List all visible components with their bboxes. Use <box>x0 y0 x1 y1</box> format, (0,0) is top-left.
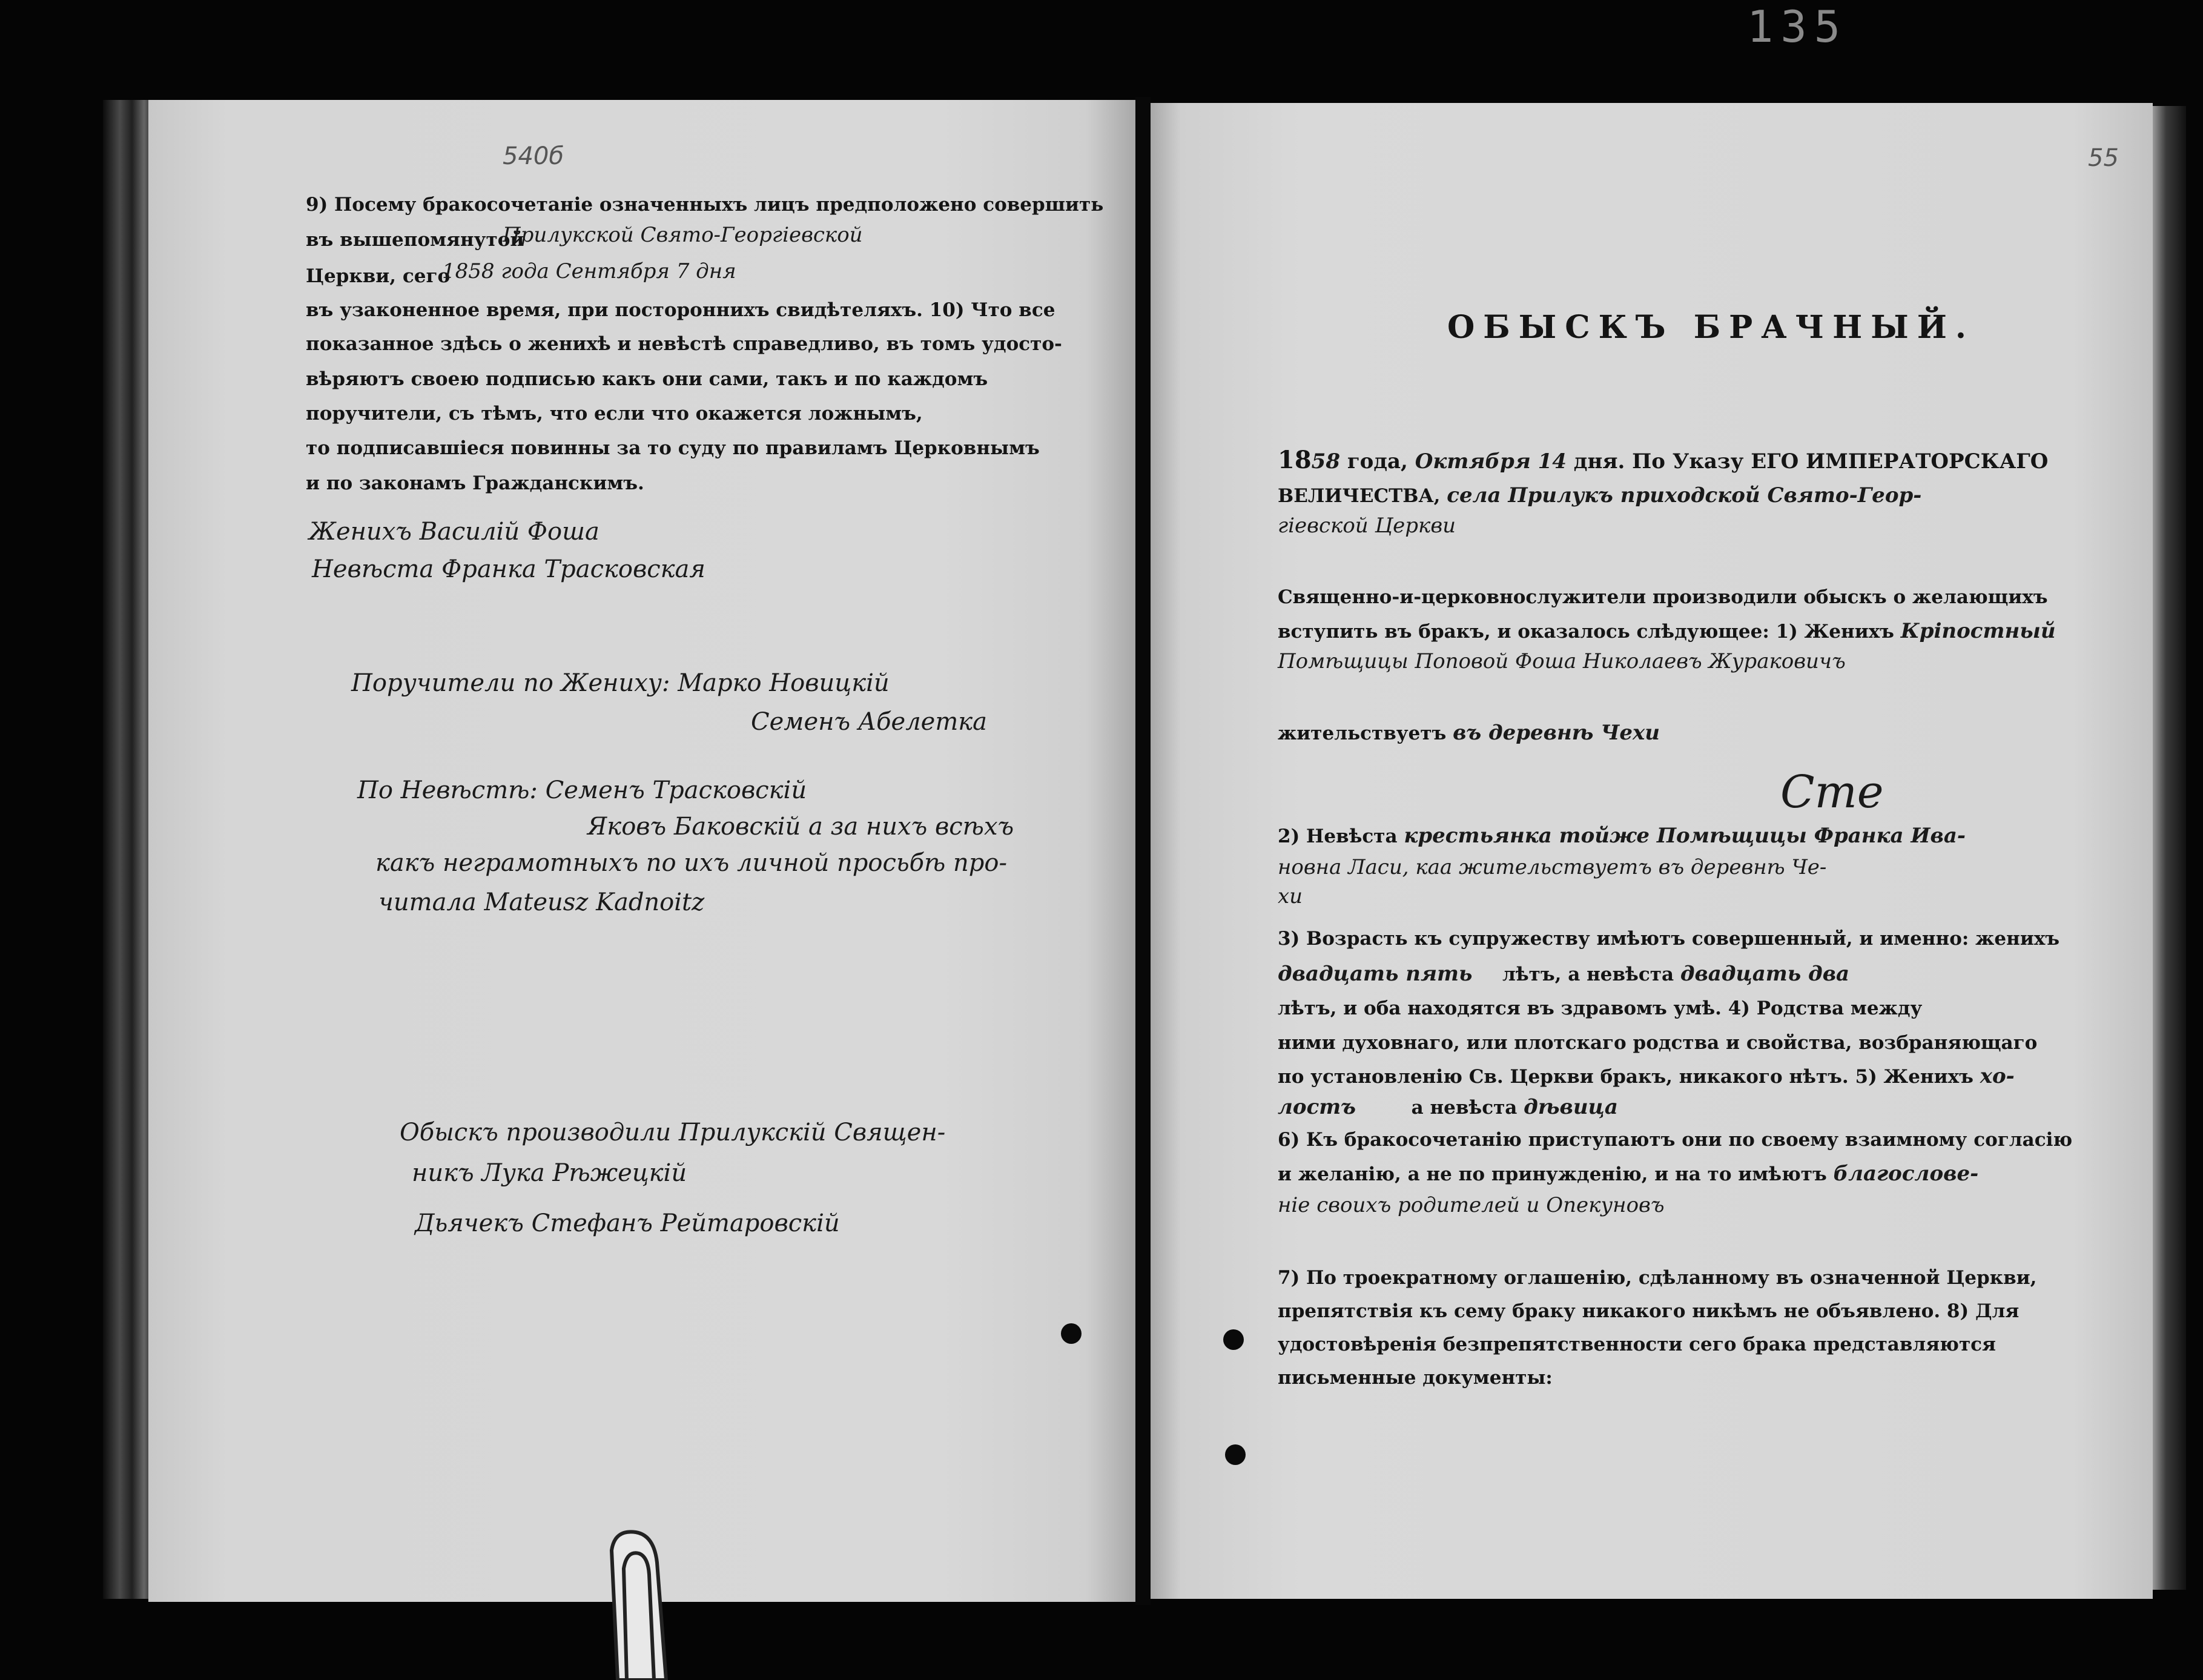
groom-guarantor-2: Семенъ Абелетка <box>751 708 988 736</box>
search-clergy-2: никъ Лука Рѣжецкій <box>412 1159 687 1187</box>
bride-label: 2) Невѣста <box>1278 825 1398 847</box>
book-edge-left <box>103 100 151 1599</box>
printed-text: по установленію Св. Церкви бракъ, никакого нѣтъ. 5) Женихъ <box>1278 1066 1973 1088</box>
handwritten-place-2: гіевской Церкви <box>1278 514 1456 538</box>
search-clergy-3: Дьячекъ Стефанъ Рейтаровскій <box>415 1209 840 1237</box>
groom-signature: Женихъ Василій Фоша <box>309 518 599 546</box>
binding-hole <box>1225 1444 1246 1465</box>
printed-line: вѣряютъ своею подписью какъ они сами, такъ и по каждомъ <box>306 368 988 390</box>
bride-line <box>1278 824 1966 848</box>
printed-line: то подписавшіеся повинны за то суду по правиламъ Церковнымъ <box>306 437 1040 459</box>
handwritten-groom-1: Кріпостный <box>1900 619 2056 643</box>
handwritten-date: 1858 года Сентября 7 дня <box>442 259 736 283</box>
printed-line: удостовѣренія безпрепятственности сего брака представляются <box>1278 1334 1996 1355</box>
pencil-number: 540б <box>503 142 564 170</box>
book-edge-right <box>2153 106 2186 1590</box>
handwritten-groom-status-1: хо- <box>1980 1064 2015 1088</box>
binding-hole <box>1223 1329 1244 1350</box>
majesty-line <box>1278 483 1921 508</box>
status-line <box>1278 1095 1618 1120</box>
printed-line: лѣтъ, и оба находятся въ здравомъ умѣ. 4) Родства между <box>1278 997 1923 1019</box>
handwritten-month-day: Октября 14 <box>1415 449 1567 474</box>
printed-line: въ вышепомянутой <box>306 229 524 251</box>
printed-line: поручители, съ тѣмъ, что если что окажется ложнымъ, <box>306 403 923 425</box>
date-label: года, <box>1347 449 1408 474</box>
printed-text: вступить въ бракъ, и оказалось слѣдующее: 1) Женихъ <box>1278 621 1894 643</box>
handwritten-place-1: села Прилукъ приходской Свято-Геор- <box>1447 483 1922 508</box>
printed-line <box>1278 1064 2015 1089</box>
folio-number: 55 <box>2088 144 2119 172</box>
decree-text: дня. По Указу ЕГО ИМПЕРАТОРСКАГО <box>1573 449 2049 474</box>
search-clergy-1: Обыскъ производили Прилукскій Священ- <box>400 1119 946 1146</box>
bride-guarantor-1: По Невѣстѣ: Семенъ Трасковскій <box>357 776 807 804</box>
handwritten-consent-1: благослове- <box>1833 1162 1979 1186</box>
handwritten-residence: въ деревнѣ Чехи <box>1453 721 1660 745</box>
printed-line: Церкви, сего <box>306 265 451 287</box>
residence-label: жительствуетъ <box>1278 723 1447 744</box>
bookmark-clip <box>606 1526 672 1680</box>
handwritten-consent-2: ніе своихъ родителей и Опекуновъ <box>1278 1193 1665 1217</box>
handwritten-bride-3: хи <box>1278 884 1303 908</box>
residence-line <box>1278 721 1660 746</box>
age-line <box>1278 962 1849 987</box>
year-suffix: 58 <box>1311 449 1340 474</box>
printed-text: и желанію, а не по принужденію, и на то имѣютъ <box>1278 1163 1827 1185</box>
consent-line <box>1278 1162 1978 1186</box>
printed-line: 6) Къ бракосочетанію приступаютъ они по своему взаимному согласію <box>1278 1129 2073 1151</box>
bride-status-label: а невѣста <box>1411 1097 1518 1119</box>
printed-line: 3) Возрасть къ супружеству имѣютъ совершенный, и именно: женихъ <box>1278 928 2060 950</box>
handwritten-age-groom: двадцать пять <box>1278 962 1473 986</box>
handwritten-age-bride: двадцать два <box>1680 962 1850 986</box>
handwritten-bride-status: дѣвица <box>1524 1095 1618 1119</box>
date-line <box>1278 448 2048 474</box>
printed-line: 7) По троекратному оглашенію, сдѣланному въ означенной Церкви, <box>1278 1267 2037 1289</box>
printed-text: лѣтъ, а невѣста <box>1502 964 1674 985</box>
archive-page-number: 135 <box>1747 1 1848 52</box>
bride-guarantor-3: какъ неграмотныхъ по ихъ личной просьбѣ про- <box>375 849 1008 877</box>
ink-blot <box>1061 1323 1082 1344</box>
year-prefix: 18 <box>1278 446 1312 474</box>
printed-line: въ узаконенное время, при постороннихъ свидѣтеляхъ. 10) Что все <box>306 299 1055 321</box>
handwritten-groom-status-2: лостъ <box>1278 1095 1356 1119</box>
printed-line: препятствія къ сему браку никакого никѣмъ не объявлено. 8) Для <box>1278 1300 2020 1322</box>
document-title: ОБЫСКЪ БРАЧНЫЙ. <box>1447 309 1975 346</box>
groom-guarantor-1: Поручители по Жениху: Марко Новицкій <box>351 669 890 697</box>
bride-guarantor-4: читала Mateusz Kadnoitz <box>378 888 705 916</box>
printed-line: Священно-и-церковнослужители производили обыскъ о желающихъ <box>1278 586 2048 608</box>
handwritten-bride-1: крестьянка тойже Помѣщицы Франка Ива- <box>1404 824 1966 848</box>
margin-mark: Сте <box>1780 766 1884 818</box>
bride-signature: Невѣста Франка Трасковская <box>312 555 705 583</box>
printed-line: 9) Посему бракосочетаніе означенныхъ лицъ предположено совершить <box>306 194 1104 216</box>
printed-line <box>1278 619 2056 644</box>
handwritten-groom-2: Помѣщицы Поповой Фоша Николаевъ Жураковичъ <box>1278 649 1846 673</box>
printed-line: показанное здѣсь о женихѣ и невѣстѣ справедливо, въ томъ удосто- <box>306 333 1062 355</box>
printed-line: и по законамъ Гражданскимъ. <box>306 472 644 494</box>
printed-line: письменные документы: <box>1278 1367 1553 1389</box>
majesty-word: ВЕЛИЧЕСТВА, <box>1278 485 1441 507</box>
handwritten-bride-2: новна Ласи, каа жительствуетъ въ деревнѣ Че- <box>1278 855 1827 879</box>
handwritten-church: Прилукской Свято-Георгіевской <box>503 223 863 247</box>
book-gutter <box>1135 97 1151 1605</box>
printed-line: ними духовнаго, или плотскаго родства и свойства, возбраняющаго <box>1278 1032 2038 1054</box>
bride-guarantor-2: Яковъ Баковскій а за нихъ всѣхъ <box>587 813 1014 841</box>
